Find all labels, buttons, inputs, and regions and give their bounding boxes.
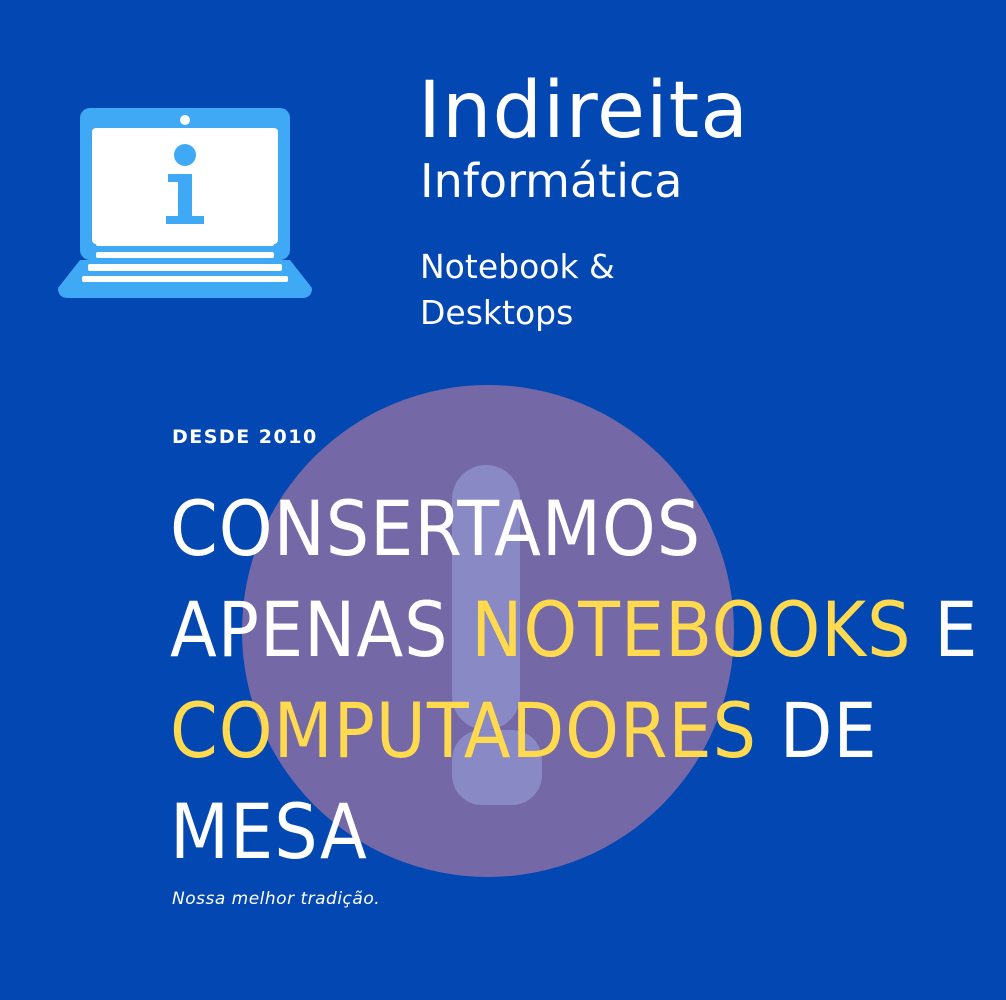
brand-subtitle: Informática bbox=[420, 154, 683, 208]
headline-line-4: MESA bbox=[170, 787, 368, 876]
headline-text: APENAS bbox=[170, 585, 472, 674]
tagline bbox=[420, 244, 720, 336]
footnote: Nossa melhor tradição. bbox=[172, 889, 381, 909]
tagline-line-2: Desktops bbox=[420, 293, 574, 332]
headline-line-1: CONSERTAMOS bbox=[170, 484, 702, 573]
headline-highlight-notebooks: NOTEBOOKS bbox=[471, 585, 912, 674]
headline-line-3 bbox=[170, 680, 990, 781]
since-label: DESDE 2010 bbox=[172, 426, 318, 448]
brand-name: Indireita bbox=[418, 66, 750, 156]
headline bbox=[170, 478, 990, 882]
headline-text: E bbox=[911, 585, 979, 674]
headline-line-2 bbox=[170, 579, 990, 680]
headline-highlight-computadores: COMPUTADORES bbox=[170, 686, 758, 775]
headline-text: DE bbox=[757, 686, 878, 775]
tagline-line-1: Notebook & bbox=[420, 247, 615, 286]
laptop-info-icon bbox=[58, 108, 312, 300]
